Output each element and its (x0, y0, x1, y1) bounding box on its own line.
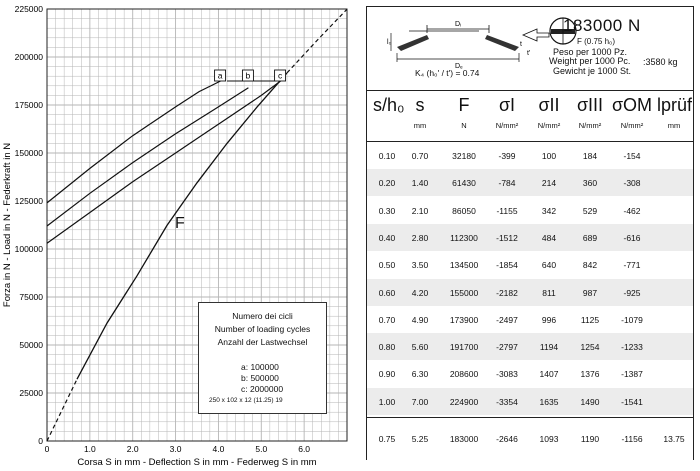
cell-s: 1.40 (411, 178, 429, 189)
y-tick-label: 75000 (19, 292, 43, 302)
cell-s: 6.30 (411, 369, 429, 380)
table-summary-row (367, 417, 693, 460)
x-tick-label: 5.0 (255, 444, 268, 454)
ratio-k4: K₄ (h₀' / t') = 0.74 (415, 68, 480, 78)
y-tick-label: 125000 (14, 196, 43, 206)
table-row (367, 169, 693, 196)
table-row (367, 251, 693, 278)
legend-entry-c: c: 2000000 (241, 384, 284, 394)
header-s: s mm (413, 95, 427, 130)
cell-s-h0: 0.70 (378, 314, 396, 325)
table-row (367, 279, 693, 306)
cell-sigma-3: 1254 (580, 342, 600, 353)
table-body (367, 142, 693, 415)
cell-sigma-om: -925 (623, 287, 641, 298)
cell-sigma-1: -2797 (496, 342, 518, 353)
weight-label-en: Weight per 1000 Pc. (549, 56, 631, 66)
summary-sigma-3: 1190 (580, 434, 600, 444)
header-sigma-3: σIII N/mm² (576, 95, 604, 130)
cell-sigma-3: 529 (582, 205, 598, 216)
cell-sigma-2: 342 (541, 205, 557, 216)
cell-sigma-2: 811 (542, 287, 556, 298)
y-axis-label: Forza in N - Load in N - Federkraft in N (2, 142, 13, 308)
diagram-label-tp: t' (527, 50, 531, 57)
cell-s-h0: 1.00 (378, 396, 396, 407)
cell-sigma-1: -1512 (496, 232, 518, 243)
cell-s: 2.10 (411, 205, 429, 216)
cell-s-h0: 0.10 (378, 151, 396, 161)
rated-force: 183000 N (563, 16, 641, 35)
table-row (367, 388, 693, 415)
spring-left-section (397, 35, 429, 51)
diagram-label-l0: l₀ (387, 39, 392, 46)
cell-sigma-3: 360 (582, 178, 598, 189)
header-sigma-om: σOM N/mm² (611, 95, 653, 130)
summary-s-h0: 0.75 (378, 434, 396, 444)
legend-title-de: Anzahl der Lastwechsel (217, 337, 308, 347)
cycle-marker-label-a: a (217, 70, 223, 81)
cell-sigma-3: 1125 (580, 314, 600, 325)
cell-sigma-om: -771 (623, 260, 641, 271)
cell-sigma-2: 214 (541, 178, 557, 189)
cell-sigma-2: 1194 (539, 342, 559, 353)
table-row (367, 197, 693, 224)
cell-sigma-1: -1854 (496, 260, 518, 271)
cell-sigma-2: 996 (541, 314, 557, 325)
cell-sigma-1: -3083 (496, 369, 518, 380)
cycle-marker-label-b: b (245, 70, 251, 81)
y-tick-label: 225000 (14, 4, 43, 14)
cell-s: 7.00 (411, 396, 429, 407)
y-tick-label: 25000 (19, 388, 43, 398)
weight-label-de: Gewicht je 1000 St. (553, 66, 632, 76)
cell-f: 208600 (449, 369, 479, 380)
spring-right-section (485, 35, 519, 51)
header-f: F N (458, 95, 470, 130)
y-tick-label: 100000 (14, 244, 43, 254)
summary-sigma-2: 1093 (539, 434, 559, 444)
force-arrow-icon (523, 29, 549, 41)
cell-s-h0: 0.40 (378, 232, 396, 243)
cell-s: 5.60 (411, 342, 429, 353)
table-row (367, 306, 693, 333)
cell-s-h0: 0.90 (378, 369, 396, 380)
y-tick-label: 50000 (19, 340, 43, 350)
y-tick-label: 175000 (14, 100, 43, 110)
cell-sigma-2: 640 (541, 260, 557, 271)
cell-sigma-1: -399 (498, 151, 516, 161)
cell-sigma-om: -308 (623, 178, 641, 189)
summary-s: 5.25 (411, 434, 429, 444)
header-sigma-2: σII N/mm² (537, 95, 561, 130)
cell-s-h0: 0.30 (378, 205, 396, 216)
table-row (367, 360, 693, 387)
cell-sigma-om: -616 (623, 232, 641, 243)
x-tick-label: 3.0 (169, 444, 182, 454)
cell-sigma-2: 1407 (539, 369, 559, 380)
diagram-label-t: t (520, 41, 522, 48)
header-sigma-1: σI N/mm² (495, 95, 519, 130)
cell-sigma-1: -3354 (496, 396, 518, 407)
summary-sigma-1: -2646 (496, 434, 518, 444)
y-tick-label: 150000 (14, 148, 43, 158)
x-tick-label: 6.0 (298, 444, 311, 454)
cell-sigma-2: 1635 (539, 396, 559, 407)
table-header (367, 91, 693, 142)
cell-s-h0: 0.80 (378, 342, 396, 353)
cell-f: 173900 (449, 314, 479, 325)
cell-f: 32180 (452, 151, 476, 161)
cell-sigma-om: -154 (623, 151, 641, 161)
legend-box (198, 302, 327, 414)
cell-f: 155000 (449, 287, 479, 298)
cell-sigma-3: 1376 (580, 369, 600, 380)
x-tick-label: 1.0 (83, 444, 96, 454)
x-tick-label: 0 (44, 444, 50, 454)
y-tick-label: 0 (38, 436, 43, 446)
legend-entry-b: b: 500000 (241, 373, 279, 383)
cell-f: 134500 (449, 260, 479, 271)
cell-s-h0: 0.60 (378, 287, 396, 298)
cell-sigma-om: -1387 (621, 369, 643, 380)
table-row (367, 142, 693, 169)
cell-sigma-om: -1541 (621, 396, 643, 407)
cell-s-h0: 0.20 (378, 178, 396, 189)
cell-f: 191700 (449, 342, 479, 353)
table-row (367, 333, 693, 360)
cell-sigma-om: -462 (623, 205, 641, 216)
x-axis-label: Corsa S in mm - Deflection S in mm - Federweg S in mm (77, 457, 317, 468)
cell-s: 3.50 (411, 260, 429, 271)
cell-f: 224900 (449, 396, 479, 407)
cell-sigma-om: -1079 (621, 314, 643, 325)
spring-diagram (367, 7, 693, 91)
summary-sigma-om: -1156 (621, 434, 643, 444)
cell-sigma-3: 842 (582, 260, 598, 271)
cell-sigma-3: 1490 (580, 396, 600, 407)
cell-s: 4.90 (411, 314, 429, 325)
cell-sigma-2: 484 (541, 232, 557, 243)
cell-f: 86050 (452, 205, 476, 216)
cell-sigma-2: 100 (541, 151, 557, 161)
x-tick-label: 2.0 (126, 444, 139, 454)
cell-sigma-3: 689 (582, 232, 598, 243)
legend-title-it: Numero dei cicli (232, 311, 293, 321)
cell-sigma-1: -1155 (496, 205, 518, 216)
legend-dimensions: 250 x 102 x 12 (11.25) 19 (209, 397, 283, 404)
legend-title-en: Number of loading cycles (214, 324, 311, 334)
header-s-h0: s/h₀ (373, 95, 405, 115)
cell-sigma-1: -2497 (496, 314, 518, 325)
summary-l-pruef: 13.75 (663, 434, 685, 444)
cell-f: 61430 (452, 178, 476, 189)
diagram-label-di: Dᵢ (455, 21, 462, 28)
summary-f: 183000 (449, 434, 479, 444)
header-l-pruef: lprüf mm (657, 95, 693, 130)
rated-force-condition: F (0.75 h₀) (577, 37, 615, 46)
spec-table-panel (366, 6, 694, 460)
cycle-marker-label-c: c (277, 70, 283, 81)
x-tick-label: 4.0 (212, 444, 225, 454)
diagram-label-de: Dₑ (455, 63, 463, 70)
cell-sigma-om: -1233 (621, 342, 643, 353)
cell-s: 0.70 (411, 151, 429, 161)
cell-f: 112300 (450, 232, 478, 243)
weight-value: :3580 kg (643, 57, 678, 67)
legend-entry-a: a: 100000 (241, 362, 279, 372)
cell-sigma-1: -784 (498, 178, 516, 189)
y-tick-label: 200000 (14, 52, 43, 62)
cell-sigma-3: 184 (582, 151, 598, 161)
cell-s-h0: 0.50 (378, 260, 396, 271)
cell-sigma-1: -2182 (496, 287, 518, 298)
cell-s: 2.80 (411, 232, 429, 243)
series-label-f: F (175, 215, 185, 232)
cell-s: 4.20 (411, 287, 429, 298)
weight-label-it: Peso per 1000 Pz. (553, 47, 628, 57)
table-row (367, 224, 693, 251)
cell-sigma-3: 987 (582, 287, 598, 298)
